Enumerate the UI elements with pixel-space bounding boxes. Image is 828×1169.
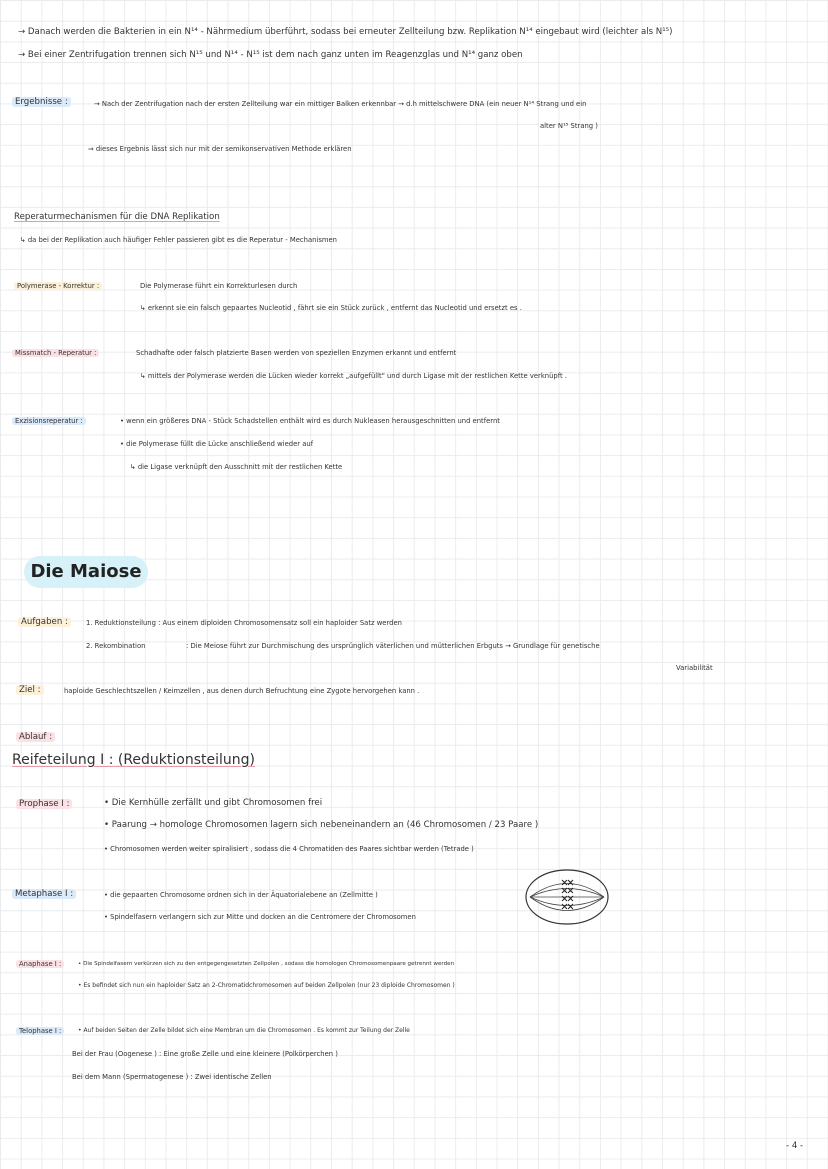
polymerase-line-1: Die Polymerase führt ein Korrekturlesen durch (140, 282, 298, 290)
polymerase-label-text: Polymerase - Korrektur : (14, 282, 102, 290)
polymerase-label (14, 280, 102, 292)
exzision-line-3: ↳ die Ligase verknüpft den Ausschnitt mit der restlichen Kette (130, 463, 343, 471)
metaphase-line-2: • Spindelfasern verlangern sich zur Mitte und docken an die Centromere der Chromosomen (104, 913, 416, 921)
metaphase-label (12, 888, 76, 900)
chromosomes (562, 880, 573, 909)
reparatur-heading (14, 211, 220, 223)
exzision-line-2: • die Polymerase füllt die Lücke anschließend wieder auf (120, 440, 314, 448)
reife-heading-text: Reifeteilung I : (Reduktionsteilung) (12, 752, 255, 768)
exzision-label-text: Exzisionsreperatur : (12, 417, 86, 425)
aufgabe-1: 1. Reduktionsteilung : Aus einem diploiden Chromosomensatz soll ein haploider Satz werden (86, 619, 402, 627)
metaphase-line-1: • die gepaarten Chromosome ordnen sich in der Äquatorialebene an (Zellmitte ) (104, 891, 378, 899)
maiose-title: Die Maiose (24, 556, 148, 588)
polymerase-line-2: ↳ erkennt sie ein falsch gepaartes Nucleotid , fährt sie ein Stück zurück , entfernt das Nucleotid und ersetzt es . (140, 304, 522, 312)
reife-heading (12, 751, 255, 769)
aufgabe-2-label: 2. Rekombination (86, 642, 146, 650)
intro-line-2: → Bei einer Zentrifugation trennen sich N¹⁵ und N¹⁴ - N¹⁵ ist dem nach ganz unten im Reagenzglas und N¹⁴ ganz oben (18, 50, 523, 60)
mismatch-label-text: Missmatch - Reperatur : (12, 349, 99, 357)
ablauf-label-text: Ablauf : (16, 732, 55, 742)
ergebnisse-label-text: Ergebnisse : (12, 97, 71, 107)
aufgaben-label (18, 616, 71, 628)
ergebnisse-line-3: ⇒ dieses Ergebnis lässt sich nur mit der semikonservativen Methode erklären (88, 145, 352, 153)
anaphase-line-2: • Es befindet sich nun ein haploider Satz an 2-Chromatidchromosomen auf beiden Zellpolen (nur 23 diploide Chromosomen ) (78, 982, 455, 989)
ziel-text: haploide Geschlechtszellen / Keimzellen , aus denen durch Befruchtung eine Zygote hervorgehen kann . (64, 687, 420, 695)
anaphase-line-1: • Die Spindelfasern verkürzen sich zu den entgegengesetzten Zellpolen , sodass die homologen Chromosomenpaare getrennt werden (78, 961, 455, 967)
prophase-label (16, 798, 72, 810)
telophase-line-1: • Auf beiden Seiten der Zelle bildet sich eine Membran um die Chromosomen . Es kommt zur Teilung der Zelle (78, 1027, 410, 1034)
exzision-label (12, 415, 86, 427)
mismatch-line-2: ↳ mittels der Polymerase werden die Lücken wieder korrekt „aufgefüllt" und durch Ligase mit der restlichen Kette verknüpft . (140, 372, 567, 380)
mismatch-line-1: Schadhafte oder falsch platzierte Basen werden von speziellen Enzymen erkannt und entfernt (136, 349, 457, 357)
telophase-line-3: Bei dem Mann (Spermatogenese ) : Zwei identische Zellen (72, 1073, 272, 1081)
telophase-line-2: Bei der Frau (Oogenese ) : Eine große Zelle und eine kleinere (Polkörperchen ) (72, 1050, 338, 1058)
aufgaben-label-text: Aufgaben : (18, 617, 71, 627)
exzision-line-1: • wenn ein größeres DNA - Stück Schadstellen enthält wird es durch Nukleasen herausgeschnitten und entfernt (120, 417, 500, 425)
aufgabe-2-cont: Variabilität (676, 664, 713, 672)
ziel-label (16, 684, 44, 696)
prophase-line-2: • Paarung → homologe Chromosomen lagern sich nebeneinandern an (46 Chromosomen / 23 Paare ) (104, 820, 539, 830)
reparatur-sub: ↳ da bei der Replikation auch häufiger Fehler passieren gibt es die Reperatur - Mechanismen (20, 236, 337, 244)
aufgabe-2: : Die Meiose führt zur Durchmischung des ursprünglich väterlichen und mütterlichen Erbguts → Grundlage für genetische (186, 642, 600, 650)
page-number: - 4 - (786, 1141, 804, 1151)
prophase-label-text: Prophase I : (16, 799, 72, 809)
mismatch-label (12, 347, 99, 359)
anaphase-label (16, 958, 64, 970)
anaphase-label-text: Anaphase I : (16, 960, 64, 968)
prophase-line-3: • Chromosomen werden weiter spiralisiert , sodass die 4 Chromatiden des Paares sichtbar werden (Tetrade ) (104, 845, 474, 853)
ziel-label-text: Ziel : (16, 685, 44, 695)
telophase-label-text: Telophase I : (16, 1027, 64, 1035)
ergebnisse-line-1: → Nach der Zentrifugation nach der ersten Zellteilung war ein mittiger Balken erkennbar → d.h mittelschwere DNA (ein neuer N¹⁴ Strang und ein (94, 100, 587, 108)
intro-line-1: → Danach werden die Bakterien in ein N¹⁴ - Nährmedium überführt, sodass bei erneuter Zellteilung bzw. Replikation N¹⁴ eingebaut wird (leichter als N¹⁵) (18, 27, 673, 37)
spindle-fibers (530, 884, 604, 911)
ergebnisse-label (12, 96, 71, 108)
telophase-label (16, 1025, 64, 1037)
reparatur-heading-text: Reperaturmechanismen für die DNA Replikation (14, 212, 220, 222)
spindle-diagram (524, 868, 610, 926)
metaphase-label-text: Metaphase I : (12, 889, 76, 899)
ergebnisse-line-2: alter N¹⁵ Strang ) (540, 122, 598, 130)
ablauf-label (16, 731, 55, 743)
prophase-line-1: • Die Kernhülle zerfällt und gibt Chromosomen frei (104, 798, 323, 808)
